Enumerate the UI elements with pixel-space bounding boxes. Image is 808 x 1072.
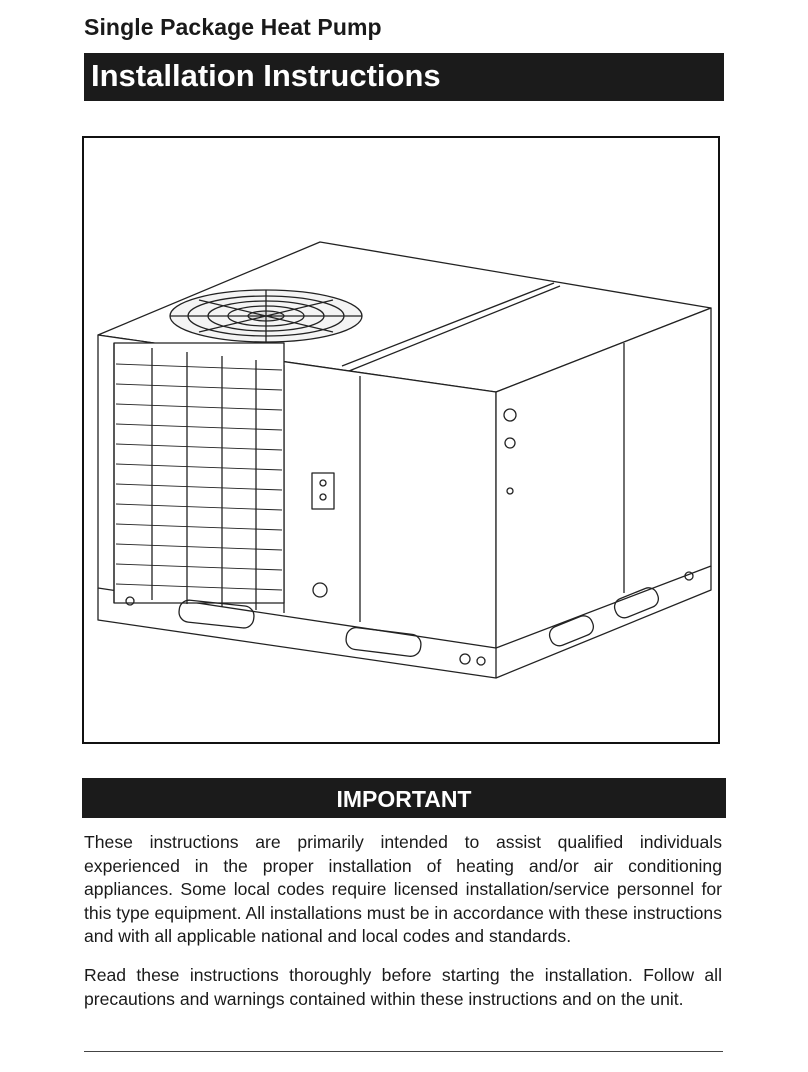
- footer-divider: [84, 1051, 723, 1052]
- document-title: Installation Instructions: [91, 58, 441, 93]
- unit-illustration-frame: [82, 136, 720, 744]
- important-heading: IMPORTANT: [336, 786, 472, 812]
- important-paragraph-2: Read these instructions thoroughly before starting the installation. Follow all precautions and warnings contained within these instructions and on the unit.: [84, 965, 722, 1009]
- important-banner: [82, 778, 726, 818]
- important-paragraph-1: These instructions are primarily intended to assist qualified individuals experienced in the proper installation of heating and/or air conditioning appliances. Some local codes require licensed installation/service personnel for this type equipment. All installations must be in accordance with these instructions and with all applicable national and local codes and standards.: [84, 832, 722, 946]
- title-banner: [84, 53, 724, 101]
- heat-pump-unit-illustration: [84, 138, 718, 742]
- document-subtitle: Single Package Heat Pump: [84, 14, 382, 40]
